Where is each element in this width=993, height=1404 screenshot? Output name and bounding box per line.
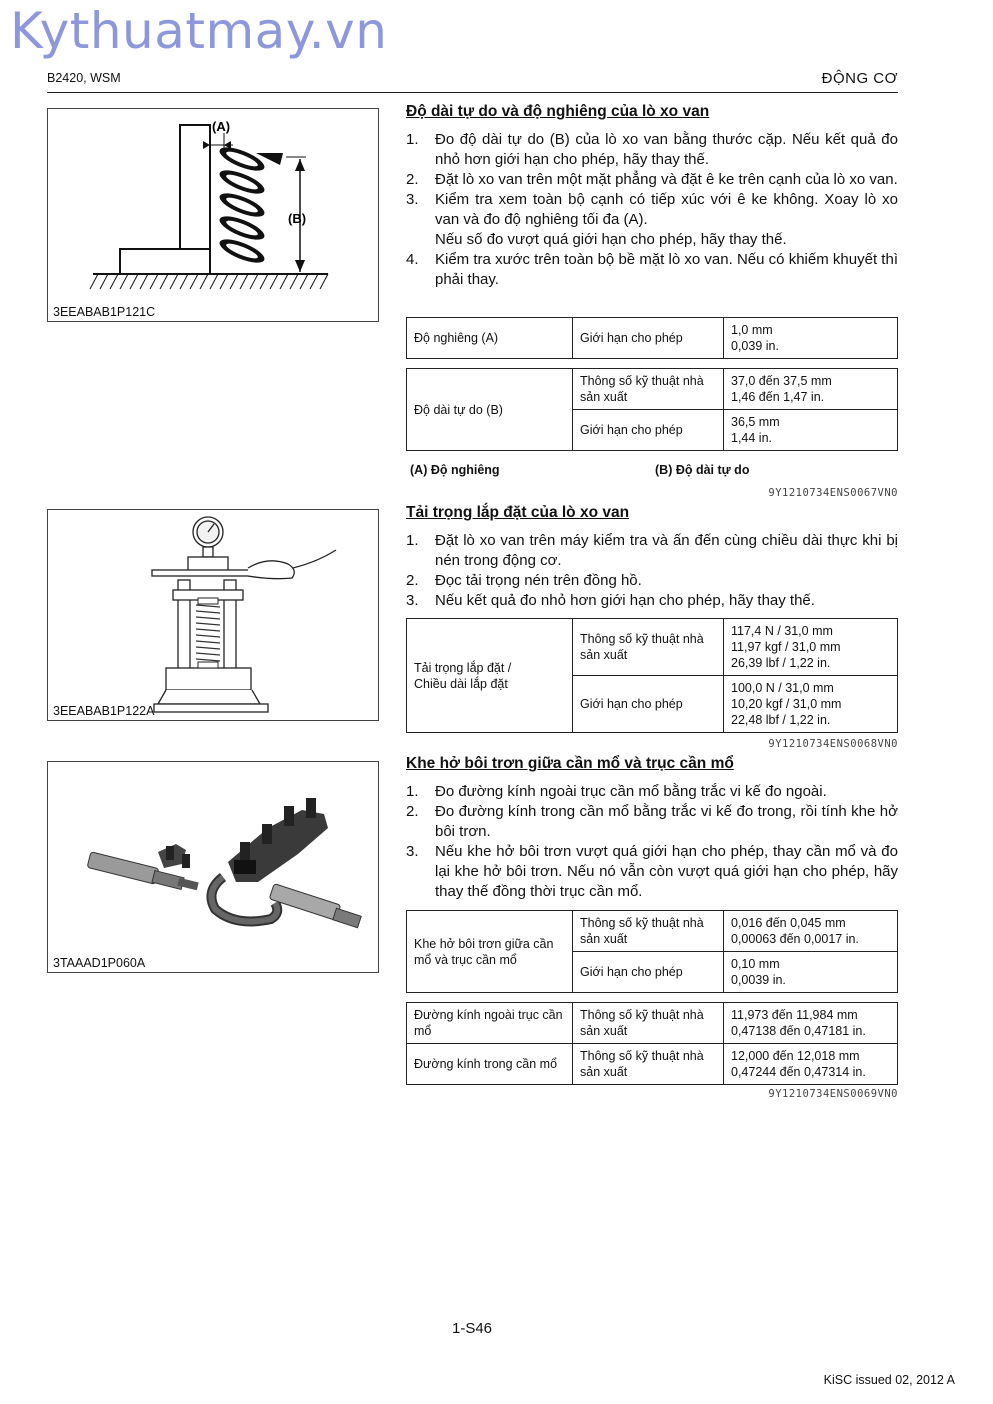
table-cell: Giới hạn cho phép <box>573 410 724 451</box>
table-cell: Giới hạn cho phép <box>573 318 724 359</box>
list-item: 3. Nếu khe hở bôi trơn vượt quá giới hạn cho phép, thay cần mổ và đo lại khe hở bôi trơn. Nếu nó vẫn còn vượt quá giới hạn cho phép, hãy thay thế đồng thời trục cần mổ. <box>406 843 898 900</box>
table-cell: Độ dài tự do (B) <box>407 369 573 451</box>
document-code: 9Y1210734ENS0068VN0 <box>768 738 898 750</box>
section-rocker-arm-clearance <box>406 755 898 902</box>
table-cell: Thông số kỹ thuật nhà sản xuất <box>573 369 724 410</box>
section-spring-free-length <box>406 103 898 290</box>
table-cell: 37,0 đến 37,5 mm 1,46 đến 1,47 in. <box>724 369 898 410</box>
label-a: (A) <box>212 119 231 134</box>
list-item: 2. Đặt lò xo van trên một mặt phẳng và đặt ê ke trên cạnh của lò xo van. <box>406 171 898 188</box>
figure-rocker-arm-measurement <box>47 761 379 973</box>
figure-spring-tester <box>47 509 379 721</box>
steps-list <box>406 531 898 611</box>
table-cell: 0,10 mm 0,0039 in. <box>724 952 898 993</box>
figure-caption: 3TAAAD1P060A <box>53 956 146 970</box>
section-title: Tải trọng lắp đặt của lò xo van <box>406 504 630 521</box>
issued-note: KiSC issued 02, 2012 A <box>823 1373 955 1387</box>
list-item: 3. Kiểm tra xem toàn bộ cạnh có tiếp xúc với ê ke không. Xoay lò xo van và đo độ nghiêng tối đa (A). Nếu số đo vượt quá giới hạn cho phép, hãy thay thế. <box>406 191 898 248</box>
header-model: B2420, WSM <box>47 71 121 85</box>
figure-caption: 3EEABAB1P122A <box>53 704 155 718</box>
spec-table-oil-clearance <box>406 910 898 993</box>
table-cell: Đường kính trong cần mổ <box>407 1044 573 1085</box>
table-cell: 11,973 đến 11,984 mm 0,47138 đến 0,47181 in. <box>724 1003 898 1044</box>
legend-b: (B) Độ dài tự do <box>655 463 750 477</box>
list-item: 1. Đo đường kính ngoài trục cần mổ bằng trắc vi kế đo ngoài. <box>406 783 827 800</box>
header-rule <box>47 92 898 93</box>
section-title: Độ dài tự do và độ nghiêng của lò xo van <box>406 103 710 120</box>
section-title: Khe hở bôi trơn giữa cần mổ và trục cần mổ <box>406 755 734 772</box>
section-spring-setting-load <box>406 504 898 611</box>
table-cell: Khe hở bôi trơn giữa cần mổ và trục cần mổ <box>407 911 573 993</box>
list-item: 2. Đo đường kính trong cần mổ bằng trắc vi kế đo trong, rồi tính khe hở bôi trơn. <box>406 803 898 840</box>
steps-list <box>406 130 898 290</box>
spring-tester-illustration <box>48 510 378 720</box>
spec-table-setting-load <box>406 618 898 733</box>
micrometer-illustration <box>48 762 378 972</box>
table-cell: 1,0 mm 0,039 in. <box>724 318 898 359</box>
table-cell: Giới hạn cho phép <box>573 952 724 993</box>
list-item: 2. Đọc tải trọng nén trên đồng hồ. <box>406 572 642 589</box>
label-b: (B) <box>288 211 307 226</box>
spec-table-diameters <box>406 1002 898 1085</box>
watermark: Kythuatmay.vn <box>10 2 388 60</box>
spec-table-free-length <box>406 368 898 451</box>
header-section: ĐỘNG CƠ <box>821 70 898 87</box>
figure-caption: 3EEABAB1P121C <box>53 305 156 319</box>
table-cell: Thông số kỹ thuật nhà sản xuất <box>573 619 724 676</box>
table-cell: Tải trọng lắp đặt / Chiều dài lắp đặt <box>407 619 573 733</box>
table-cell: 117,4 N / 31,0 mm 11,97 kgf / 31,0 mm 26,39 lbf / 1,22 in. <box>724 619 898 676</box>
table-cell: 0,016 đến 0,045 mm 0,00063 đến 0,0017 in. <box>724 911 898 952</box>
figure-spring-squareness <box>47 108 379 322</box>
list-item: 4. Kiểm tra xước trên toàn bộ bề mặt lò xo van. Nếu có khiếm khuyết thì phải thay. <box>406 251 898 288</box>
page-number: 1-S46 <box>451 1320 493 1337</box>
list-item: 1. Đo độ dài tự do (B) của lò xo van bằng thước cặp. Nếu kết quả đo nhỏ hơn giới hạn cho phép, hãy thay thế. <box>406 131 898 168</box>
document-code: 9Y1210734ENS0067VN0 <box>768 487 898 499</box>
table-cell: Thông số kỹ thuật nhà sản xuất <box>573 1044 724 1085</box>
table-cell: Độ nghiêng (A) <box>407 318 573 359</box>
table-cell: 12,000 đến 12,018 mm 0,47244 đến 0,47314 in. <box>724 1044 898 1085</box>
table-cell: 100,0 N / 31,0 mm 10,20 kgf / 31,0 mm 22,48 lbf / 1,22 in. <box>724 676 898 733</box>
spring-squareness-illustration <box>48 109 378 321</box>
table-cell: Giới hạn cho phép <box>573 676 724 733</box>
table-cell: Thông số kỹ thuật nhà sản xuất <box>573 911 724 952</box>
legend-a: (A) Độ nghiêng <box>410 463 500 477</box>
table-cell: 36,5 mm 1,44 in. <box>724 410 898 451</box>
table-cell: Thông số kỹ thuật nhà sản xuất <box>573 1003 724 1044</box>
list-item: 3. Nếu kết quả đo nhỏ hơn giới hạn cho phép, hãy thay thế. <box>406 592 815 609</box>
list-item: 1. Đặt lò xo van trên máy kiểm tra và ấn đến cùng chiều dài thực khi bị nén trong động cơ. <box>406 532 898 569</box>
steps-list <box>406 782 898 902</box>
spec-table-tilt <box>406 317 898 359</box>
document-code: 9Y1210734ENS0069VN0 <box>768 1088 898 1100</box>
table-cell: Đường kính ngoài trục cần mổ <box>407 1003 573 1044</box>
